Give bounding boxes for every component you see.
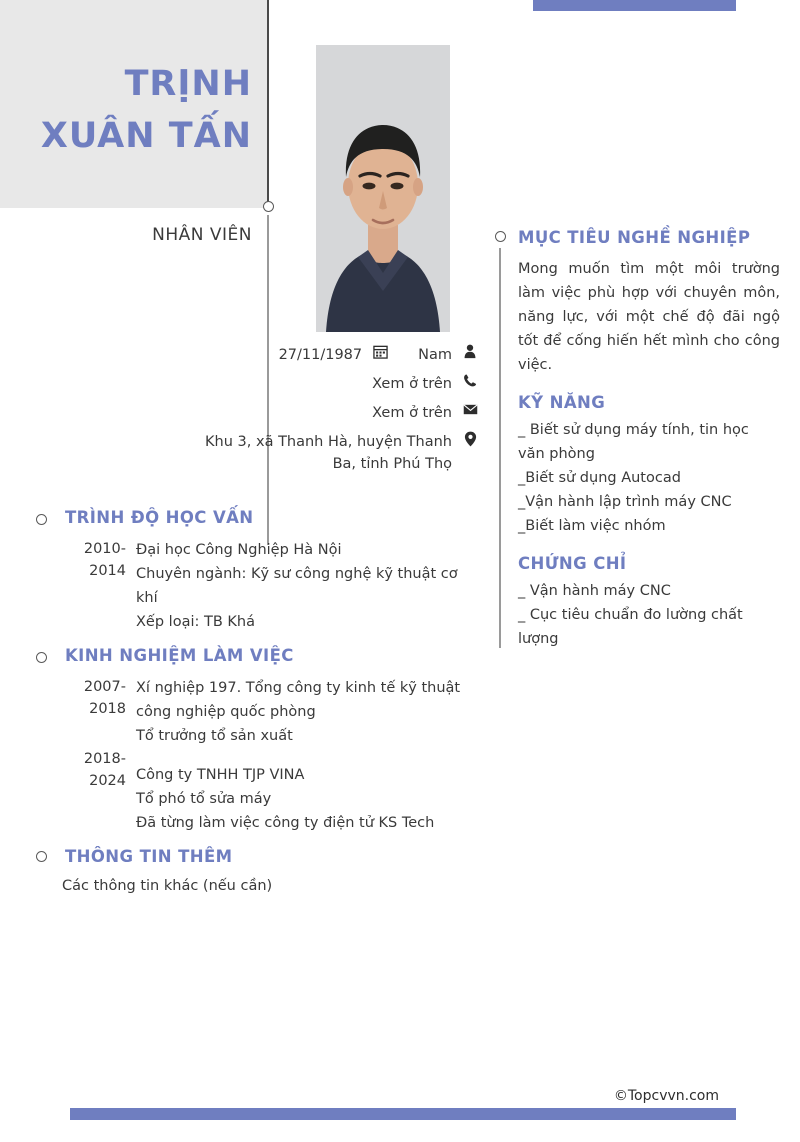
birthdate-value: 27/11/1987	[278, 347, 363, 363]
education-line-0-0: Đại học Công Nghiệp Hà Nội	[136, 542, 342, 558]
bottom-accent-bar	[70, 1108, 736, 1120]
location-pin-icon	[460, 431, 480, 454]
objective-heading: MỤC TIÊU NGHỀ NGHIỆP	[518, 228, 751, 247]
education-years-value: 2010-2014	[83, 541, 126, 579]
experience-entry-0	[136, 676, 466, 748]
skill-item-2: _Vận hành lập trình máy CNC	[518, 494, 732, 510]
contact-row-address	[180, 431, 480, 475]
more-info-heading: THÔNG TIN THÊM	[65, 847, 233, 866]
job-title: NHÂN VIÊN	[152, 225, 252, 245]
experience-line-0-0: Xí nghiệp 197. Tổng công ty kinh tế kỹ thuật công nghiệp quốc phòng	[136, 680, 461, 720]
gender-value: Nam	[418, 347, 452, 363]
candidate-name-line2: XUÂN TẤN	[40, 116, 252, 156]
experience-years-1-value: 2018-2024	[83, 751, 126, 789]
experience-heading: KINH NGHIỆM LÀM VIỆC	[65, 646, 294, 665]
candidate-photo	[316, 45, 450, 332]
skills-list	[518, 418, 780, 538]
skill-item-3: _Biết làm việc nhóm	[518, 518, 666, 534]
experience-entry-1	[136, 763, 466, 835]
experience-years-0-value: 2007-2018	[83, 679, 126, 717]
skills-heading: KỸ NĂNG	[518, 393, 606, 412]
experience-line-1-0: Công ty TNHH TJP VINA	[136, 767, 305, 783]
experience-years-0	[62, 676, 126, 720]
certificate-item-1: _ Cục tiêu chuẩn đo lường chất lượng	[518, 607, 743, 647]
education-entry-0	[136, 538, 466, 634]
education-line-0-1: Chuyên ngành: Kỹ sư công nghệ kỹ thuật cơ khí	[136, 566, 458, 606]
education-heading: TRÌNH ĐỘ HỌC VẤN	[65, 508, 254, 527]
right-column	[518, 228, 780, 651]
more-info-text: Các thông tin khác (nếu cần)	[62, 878, 273, 894]
address-value: Khu 3, xã Thanh Hà, huyện Thanh Ba, tỉnh Phú Thọ	[205, 434, 452, 472]
education-line-0-2: Xếp loại: TB Khá	[136, 614, 255, 630]
education-bullet-dot	[36, 514, 47, 525]
footer-credit: ©Topcvvn.com	[613, 1088, 719, 1104]
top-accent-bar	[533, 0, 736, 11]
experience-line-1-1: Tổ phó tổ sửa máy	[136, 791, 272, 807]
header-vertical-divider	[267, 0, 269, 205]
skill-item-0: _ Biết sử dụng máy tính, tin học văn phòng	[518, 422, 749, 462]
certificates-list	[518, 579, 780, 651]
contact-row-birth-gender	[180, 344, 480, 366]
phone-value: Xem ở trên	[372, 376, 452, 392]
certificates-heading: CHỨNG CHỈ	[518, 554, 627, 573]
candidate-name-line1: TRỊNH	[124, 64, 252, 104]
experience-years-1	[62, 748, 126, 792]
experience-line-0-1: Tổ trưởng tổ sản xuất	[136, 728, 293, 744]
photo-illustration	[316, 45, 450, 332]
skill-item-1: _Biết sử dụng Autocad	[518, 470, 681, 486]
more-info-bullet-dot	[36, 851, 47, 862]
envelope-icon	[460, 402, 480, 424]
header-divider-dot	[263, 201, 274, 212]
experience-line-1-2: Đã từng làm việc công ty điện tử KS Tech	[136, 815, 435, 831]
candidate-name	[0, 58, 252, 162]
education-years-0	[62, 538, 126, 582]
certificate-item-0: _ Vận hành máy CNC	[518, 583, 671, 599]
objective-text: Mong muốn tìm một môi trường làm việc phù hợp với chuyên môn, năng lực, với một chế độ đãi ngộ tốt để cống hiến hết mình cho công việc.	[518, 261, 780, 373]
calendar-icon	[370, 344, 390, 366]
email-value: Xem ở trên	[372, 405, 452, 421]
contact-row-phone	[180, 373, 480, 395]
contact-block	[180, 344, 480, 482]
contact-row-email	[180, 402, 480, 424]
objective-bullet-dot	[495, 231, 506, 242]
phone-icon	[460, 373, 480, 395]
right-column-divider	[499, 248, 501, 648]
experience-bullet-dot	[36, 652, 47, 663]
person-icon	[460, 344, 480, 366]
